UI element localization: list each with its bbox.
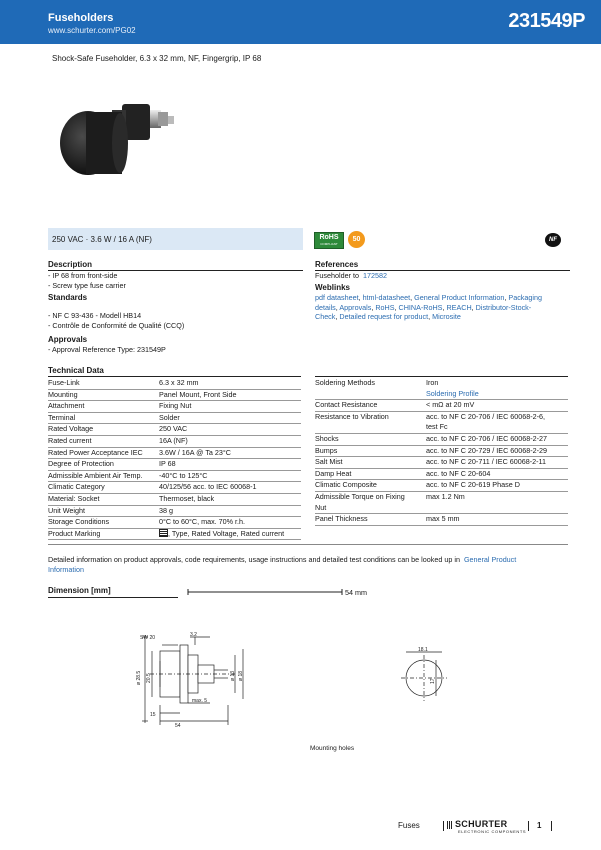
tech-value: Solder [159, 412, 301, 424]
tech-row [315, 411, 568, 422]
tech-row [315, 468, 568, 480]
tech-table-left [48, 378, 301, 540]
ratings-text: 250 VAC · 3.6 W / 16 A (NF) [52, 235, 152, 244]
tech-row [48, 470, 301, 482]
dimension-drawing [110, 625, 260, 735]
tech-label: Shocks [315, 433, 426, 445]
tech-label: Resistance to Vibration [315, 411, 389, 421]
dimension-title: Dimension [mm] [48, 586, 111, 595]
info-text: Detailed information on product approvals, code requirements, usage instructions and detailed test conditions can be looked up in [48, 555, 460, 564]
tech-value: max 1.2 Nm [426, 491, 465, 501]
tech-value-text: , Type, Rated Voltage, Rated current [168, 528, 285, 538]
divider [48, 597, 178, 598]
nf-badge: NF [545, 233, 561, 247]
tech-row [315, 400, 568, 412]
mark-icon [159, 529, 168, 537]
page-number: 1 [537, 821, 542, 830]
tech-row [315, 445, 568, 457]
separator: , [394, 302, 399, 312]
separator: , [358, 293, 363, 302]
mounting-holes-drawing [396, 640, 456, 710]
tech-label: Admissible Ambient Air Temp. [48, 470, 159, 482]
dim-15: 15 [150, 712, 156, 718]
tech-row [315, 480, 568, 492]
description-title: Description [48, 260, 93, 269]
tech-label: Fuse-Link [48, 378, 159, 389]
tech-label: Climatic Composite [315, 480, 426, 492]
weblinks-title: Weblinks [315, 283, 350, 292]
references-section [315, 260, 570, 281]
dim-sw20: SW 20 [140, 635, 156, 641]
dim-54: 54 [175, 723, 181, 729]
tech-value: 3.6W / 16A @ Ta 23°C [159, 447, 301, 459]
tech-label: Nut [315, 503, 426, 514]
tech-label: Rated Voltage [48, 424, 159, 436]
dim-18: ø 18 [238, 670, 244, 681]
separator: , [442, 302, 447, 312]
tech-row [48, 482, 301, 494]
link-information[interactable]: Information [48, 564, 84, 574]
tech-value: acc. to NF C 20-604 [426, 468, 568, 480]
tech-value: IP 68 [159, 459, 301, 471]
tech-value: 40/125/56 acc. to IEC 60068-1 [159, 482, 301, 494]
schurter-logo-icon [447, 821, 453, 829]
tech-row [48, 517, 301, 529]
tech-row [48, 389, 301, 401]
tech-label: Mounting [48, 389, 159, 401]
link-china-rohs[interactable]: CHINA-RoHS [398, 302, 443, 312]
tech-label: Rated Power Acceptance IEC [48, 447, 159, 459]
technical-title: Technical Data [48, 366, 104, 375]
tech-label: Damp Heat [315, 468, 426, 480]
tech-value: Fixing Nut [159, 401, 301, 413]
tech-label: Salt Mist [315, 457, 426, 469]
tech-label: Rated current [48, 435, 159, 447]
tech-value: acc. to NF C 20-729 / IEC 60068-2-29 [426, 445, 568, 457]
tech-label: Bumps [315, 445, 426, 457]
tech-label: Degree of Protection [48, 459, 159, 471]
link-pdf-datasheet[interactable]: pdf datasheet [315, 293, 359, 302]
tech-row [48, 493, 301, 505]
scale-label: 54 mm [345, 588, 367, 597]
divider [48, 544, 568, 545]
link-detailed-request[interactable]: Detailed request for product [339, 312, 429, 321]
tech-value: Iron [426, 378, 439, 387]
dim-3-2: 3.2 [190, 632, 197, 638]
tech-value: test Fc [426, 422, 568, 433]
link-stock-check[interactable]: Check [315, 312, 336, 321]
reference-link[interactable]: 172582 [362, 271, 387, 280]
tech-value: max 5 mm [426, 514, 568, 526]
link-distributor-stock[interactable]: Distributor-Stock- [475, 302, 532, 312]
link-soldering-profile[interactable]: Soldering Profile [426, 389, 568, 400]
separator: , [335, 312, 340, 321]
dim-20-5: 20.5 [146, 673, 152, 683]
technical-section [48, 366, 301, 377]
part-number: 231549P [508, 10, 585, 32]
tech-label: Climatic Category [48, 482, 159, 494]
rohs-label: RoHS [319, 234, 339, 241]
tech-row [48, 528, 301, 540]
link-rohs[interactable]: RoHS [375, 302, 395, 312]
tech-label: Terminal [48, 412, 159, 424]
tech-value: -40°C to 125°C [159, 470, 301, 482]
tech-value: 250 VAC [159, 424, 301, 436]
divider [528, 821, 529, 831]
separator: , [371, 302, 376, 312]
approvals-item: - Approval Reference Type: 231549P [48, 345, 166, 354]
separator: , [428, 312, 433, 321]
footer-section: Fuses [398, 821, 420, 830]
tech-row [315, 457, 568, 469]
tech-row [48, 401, 301, 413]
approvals-title: Approvals [48, 335, 88, 344]
divider [551, 821, 552, 831]
tech-value: Panel Mount, Front Side [159, 389, 301, 401]
tech-value [159, 528, 301, 540]
mounting-holes-label: Mounting holes [310, 745, 355, 752]
tech-value: acc. to NF C 20-706 / IEC 60068-2-27 [426, 433, 568, 445]
tech-row [315, 422, 568, 433]
standards-item: - NF C 93-436 - Modell HB14 [48, 311, 142, 320]
tech-value: acc. to NF C 20-619 Phase D [426, 480, 568, 492]
standards-title: Standards [48, 293, 88, 302]
link-packaging[interactable]: Packaging [508, 293, 542, 302]
tech-row [315, 389, 568, 400]
separator: , [410, 293, 415, 302]
tech-row [315, 514, 568, 526]
tech-row [48, 447, 301, 459]
divider [48, 376, 301, 377]
dim-17: 17 [430, 678, 436, 684]
tech-row [48, 378, 301, 389]
tech-row [315, 503, 568, 514]
category-title: Fuseholders [48, 12, 114, 24]
info-note [48, 555, 568, 574]
tech-row [48, 505, 301, 517]
brand-subtitle: ELECTRONIC COMPONENTS [458, 829, 527, 834]
divider [443, 821, 444, 831]
link-microsite[interactable]: Microsite [432, 312, 461, 321]
tech-value: 6.3 x 32 mm [159, 378, 301, 389]
tech-table-right [315, 378, 568, 526]
tech-row [315, 491, 568, 502]
tech-label: Soldering Methods [315, 378, 375, 387]
tech-value: Thermoset, black [159, 493, 301, 505]
product-subtitle: Shock-Safe Fuseholder, 6.3 x 32 mm, NF, Fingergrip, IP 68 [52, 54, 262, 63]
link-reach[interactable]: REACH [446, 302, 472, 312]
tech-value: 38 g [159, 505, 301, 517]
references-title: References [315, 260, 359, 269]
product-photo [50, 88, 180, 188]
fifty-years-badge: 50 [348, 231, 365, 248]
separator: , [504, 293, 509, 302]
tech-label: Contact Resistance [315, 400, 426, 412]
link-approvals[interactable]: Approvals [339, 302, 372, 312]
header-url[interactable]: www.schurter.com/PG02 [48, 26, 136, 35]
tech-value: < mΩ at 20 mV [426, 400, 568, 412]
link-packaging-details[interactable]: details [315, 302, 336, 312]
tech-value: acc. to NF C 20-706 / IEC 60068-2-6, [426, 411, 546, 421]
tech-label [315, 422, 426, 433]
tech-label: Storage Conditions [48, 517, 159, 529]
standards-item: - Contrôle de Conformité de Qualité (CCQ) [48, 320, 185, 330]
tech-row [315, 378, 568, 389]
link-html-datasheet[interactable]: html-datasheet [362, 293, 411, 302]
tech-value [426, 503, 568, 514]
standards-list [48, 311, 184, 330]
tech-label: Material: Socket [48, 493, 159, 505]
references-label: Fuseholder to [315, 271, 359, 280]
divider [315, 376, 568, 377]
tech-label: Admissible Torque on Fixing [315, 491, 405, 501]
tech-row [48, 424, 301, 436]
scale-bar [186, 587, 346, 599]
link-general-product-info[interactable]: General Product [463, 555, 517, 564]
tech-label: Attachment [48, 401, 159, 413]
separator: , [335, 302, 340, 312]
tech-row [48, 435, 301, 447]
description-section [48, 260, 303, 290]
link-general-info[interactable]: General Product Information [414, 293, 505, 302]
dim-max5: max. 5 [192, 698, 208, 704]
dim-28-5: ø 28.5 [136, 670, 142, 685]
tech-label [315, 389, 426, 400]
dim-13: ø 13 [230, 670, 236, 681]
tech-row [48, 459, 301, 471]
tech-value: 0°C to 60°C, max. 70% r.h. [159, 517, 301, 529]
tech-value: acc. to NF C 20-711 / IEC 60068-2-11 [426, 457, 568, 469]
separator: , [471, 302, 476, 312]
rohs-badge [314, 232, 344, 249]
description-item: - Screw type fuse carrier [48, 280, 126, 290]
rohs-sub: COMPLIANT [320, 242, 338, 246]
tech-value: 16A (NF) [159, 435, 301, 447]
weblinks-list [315, 293, 575, 322]
description-item: - IP 68 from front-side [48, 271, 118, 280]
brand-name: SCHURTER [455, 819, 508, 829]
tech-row [48, 412, 301, 424]
dim-18-1: 18.1 [418, 647, 428, 653]
tech-row [315, 433, 568, 445]
tech-label: Product Marking [48, 528, 159, 540]
tech-label: Unit Weight [48, 505, 159, 517]
tech-label: Panel Thickness [315, 514, 426, 526]
